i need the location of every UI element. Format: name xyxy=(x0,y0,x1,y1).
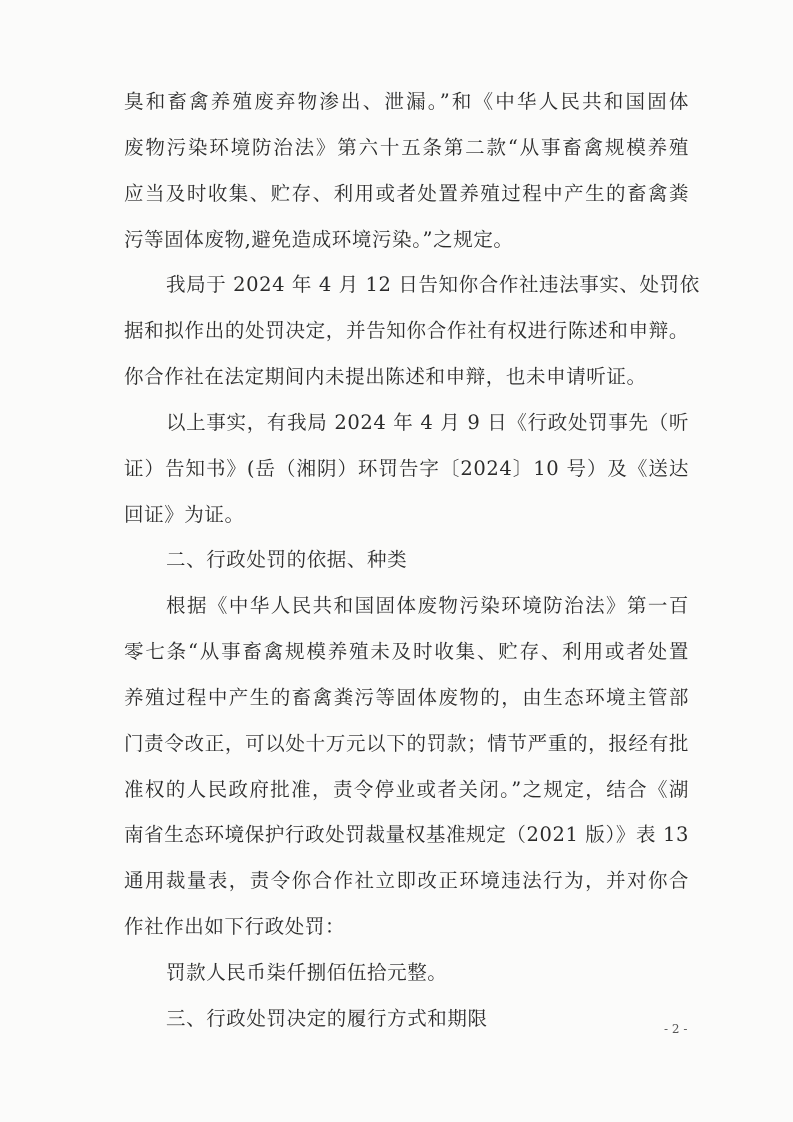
text-line-13: 零七条“从事畜禽规模养殖未及时收集、贮存、利用或者处置 xyxy=(124,640,689,663)
text-line-18: 通用裁量表，责令你合作社立即改正环境违法行为，并对你合 xyxy=(124,869,689,892)
text-line-7: 你合作社在法定期间内未提出陈述和申辩，也未申请听证。 xyxy=(124,365,647,388)
text-line-1: 臭和畜禽养殖废弃物渗出、泄漏。”和《中华人民共和国固体 xyxy=(124,90,689,113)
text-line-3: 应当及时收集、贮存、利用或者处置养殖过程中产生的畜禽粪 xyxy=(124,182,689,205)
text-line-16: 准权的人民政府批准，责令停业或者关闭。”之规定，结合《湖 xyxy=(124,778,689,801)
text-line-9: 证）告知书》(岳（湘阴）环罚告字〔2024〕10 号）及《送达 xyxy=(124,457,689,480)
section-heading-3: 三、行政处罚决定的履行方式和期限 xyxy=(166,1007,488,1030)
section-heading-2: 二、行政处罚的依据、种类 xyxy=(166,548,408,571)
text-line-12: 根据《中华人民共和国固体废物污染环境防治法》第一百 xyxy=(166,594,689,617)
text-line-8: 以上事实，有我局 2024 年 4 月 9 日《行政处罚事先（听 xyxy=(166,411,689,434)
text-line-17: 南省生态环境保护行政处罚裁量权基准规定（2021 版）》表 13 xyxy=(124,823,689,846)
text-line-19: 作社作出如下行政处罚： xyxy=(124,915,346,938)
fine-amount-line: 罚款人民币柒仟捌佰伍拾元整。 xyxy=(166,961,448,984)
page-number: - 2 - xyxy=(664,1022,688,1036)
text-line-4: 污等固体废物,避免造成环境污染。”之规定。 xyxy=(124,228,514,251)
text-line-15: 门责令改正，可以处十万元以下的罚款；情节严重的，报经有批 xyxy=(124,732,689,755)
text-line-10: 回证》为证。 xyxy=(124,503,245,526)
text-line-5: 我局于 2024 年 4 月 12 日告知你合作社违法事实、处罚依 xyxy=(166,273,700,296)
text-line-6: 据和拟作出的处罚决定，并告知你合作社有权进行陈述和申辩。 xyxy=(124,319,689,342)
text-line-14: 养殖过程中产生的畜禽粪污等固体废物的，由生态环境主管部 xyxy=(124,686,689,709)
text-line-2: 废物污染环境防治法》第六十五条第二款“从事畜禽规模养殖 xyxy=(124,136,689,159)
